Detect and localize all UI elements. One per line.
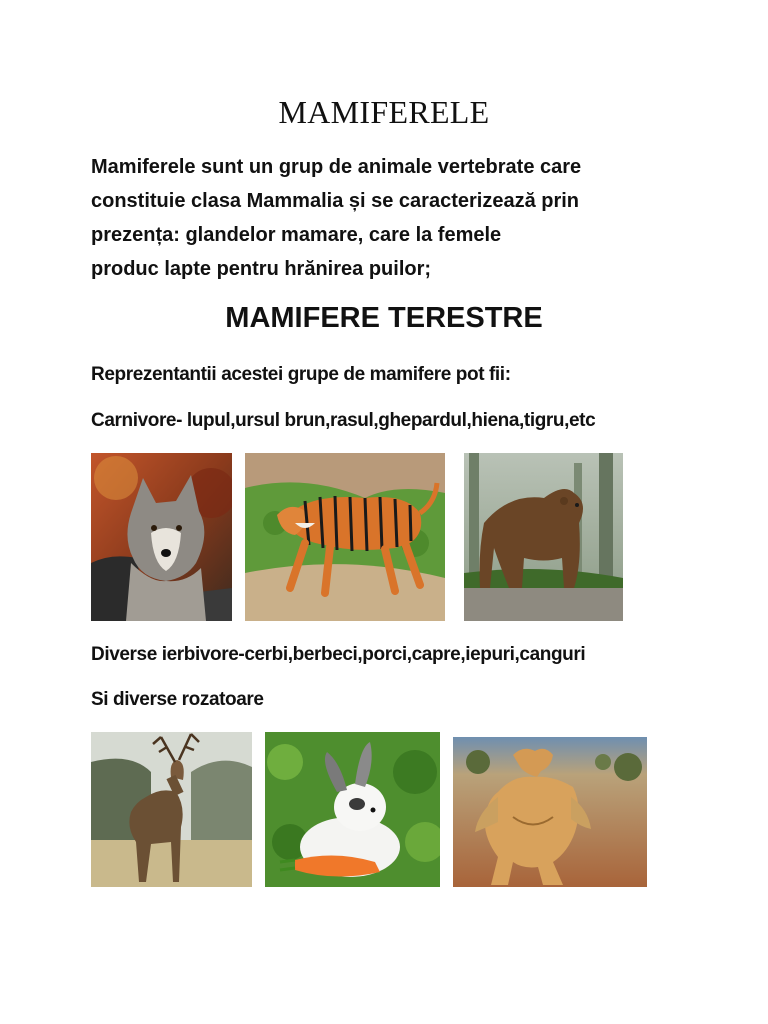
herbivores-text: Diverse ierbivore-cerbi,berbeci,porci,capre,iepuri,canguri <box>91 644 586 665</box>
rabbit-photo <box>265 732 440 887</box>
kangaroo-photo <box>453 737 647 887</box>
document-title: MAMIFERELE <box>278 94 490 130</box>
section-heading: MAMIFERE TERESTRE <box>225 302 543 334</box>
tiger-photo <box>245 453 445 621</box>
intro-line: prezența: glandelor mamare, care la femele <box>91 224 502 246</box>
wolf-photo <box>91 453 232 621</box>
intro-line: produc lapte pentru hrănirea puilor; <box>91 258 432 280</box>
rodents-text: Si diverse rozatoare <box>91 689 264 710</box>
intro-paragraph <box>91 150 711 286</box>
carnivores-text: Carnivore- lupul,ursul brun,rasul,ghepardul,hiena,tigru,etc <box>91 410 596 431</box>
intro-line: constituie clasa Mammalia și se caracterizează prin <box>91 190 580 212</box>
bear-photo <box>464 453 623 621</box>
deer-photo <box>91 732 252 887</box>
representatives-text: Reprezentantii acestei grupe de mamifere pot fii: <box>91 364 511 385</box>
intro-line: Mamiferele sunt un grup de animale vertebrate care <box>91 156 582 178</box>
